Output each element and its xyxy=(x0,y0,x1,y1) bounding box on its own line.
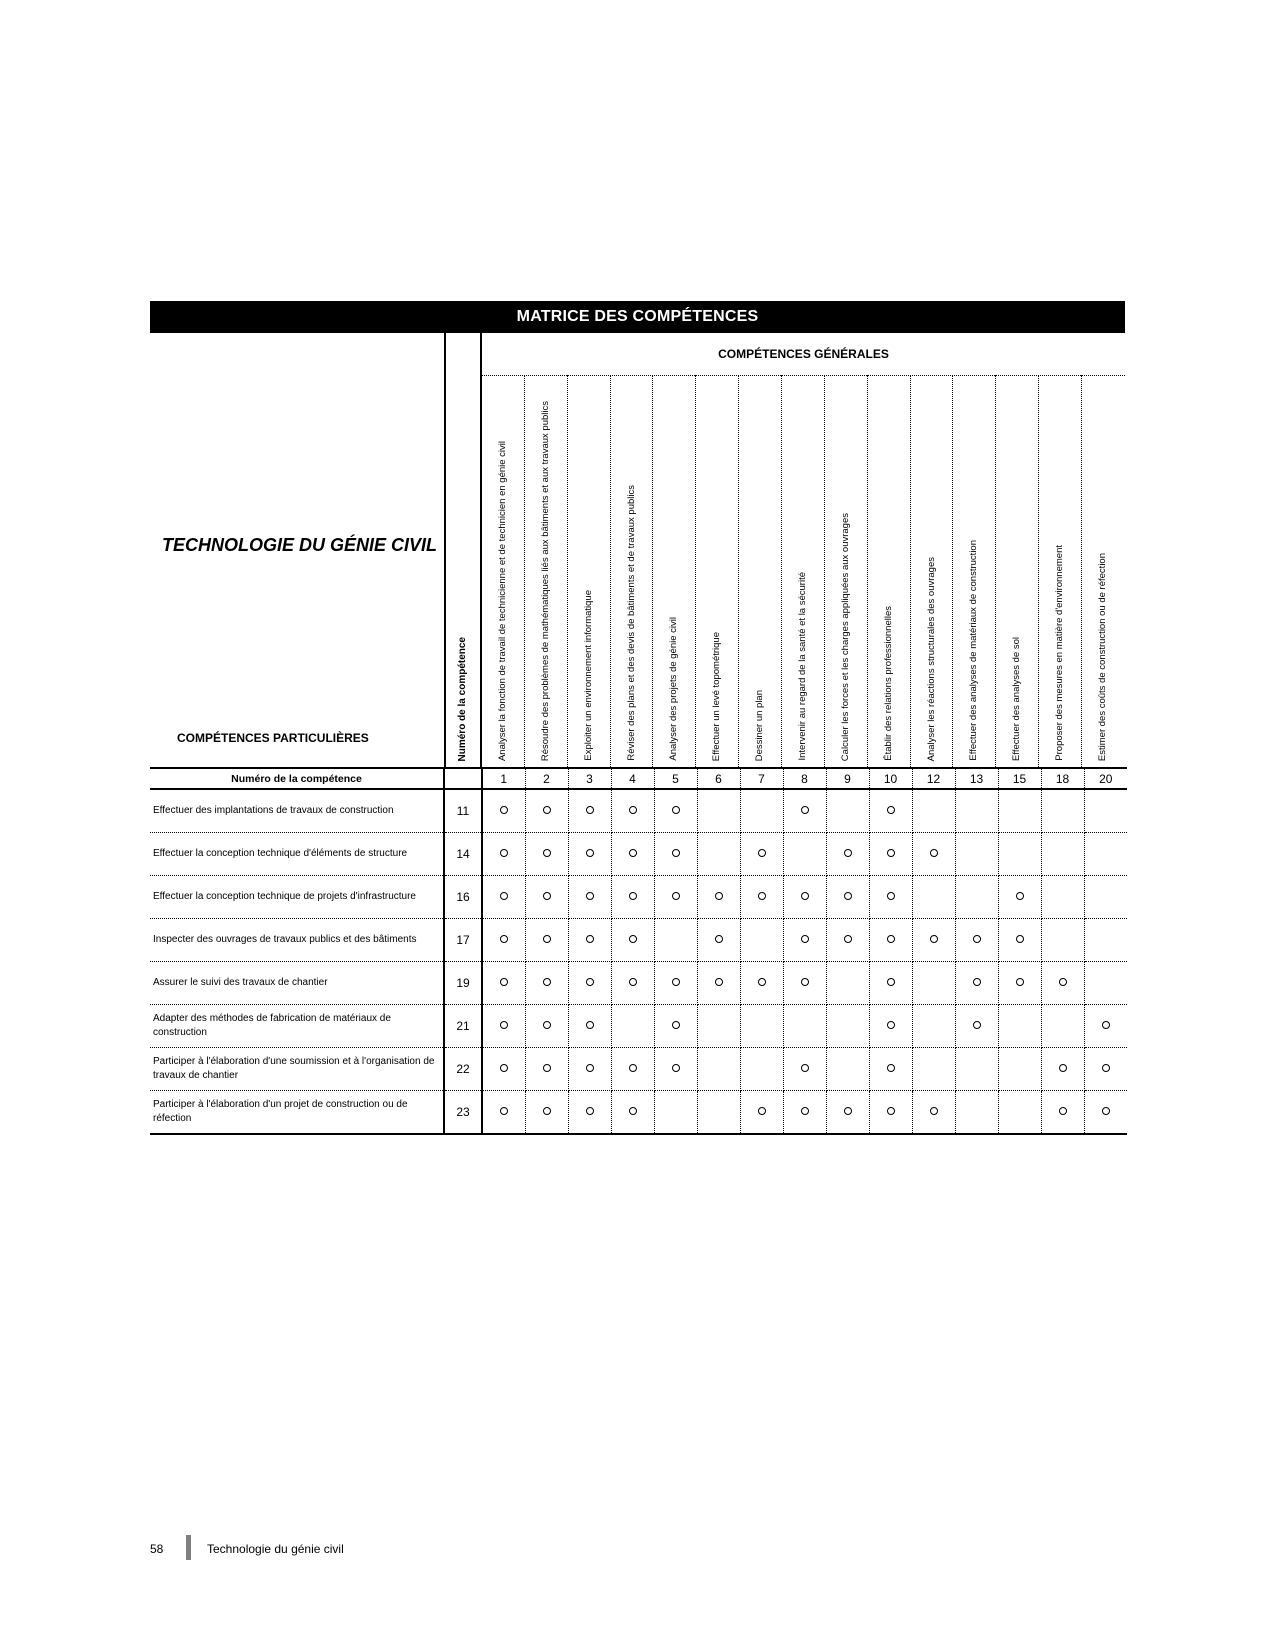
matrix-cell xyxy=(869,1005,912,1048)
circle-mark-icon xyxy=(887,978,895,986)
general-competency-header xyxy=(1082,375,1125,767)
matrix-cell xyxy=(654,919,697,962)
circle-mark-icon xyxy=(973,935,981,943)
matrix-cell xyxy=(783,1005,826,1048)
matrix-cell xyxy=(568,876,611,919)
circle-mark-icon xyxy=(887,935,895,943)
general-competency-header xyxy=(525,375,568,767)
particular-competency-number: 16 xyxy=(444,876,482,919)
circle-mark-icon xyxy=(672,849,680,857)
matrix-cell xyxy=(482,833,525,876)
general-competency-label: Proposer des mesures en matière d'environnement xyxy=(1054,545,1066,761)
general-competency-number: 1 xyxy=(482,768,525,789)
competency-number-header xyxy=(444,333,482,767)
matrix-cell xyxy=(525,833,568,876)
matrix-cell xyxy=(482,1091,525,1135)
general-competency-number: 15 xyxy=(998,768,1041,789)
matrix-cell xyxy=(568,962,611,1005)
general-competency-header xyxy=(568,375,611,767)
matrix-cell xyxy=(955,1005,998,1048)
matrix-cell xyxy=(654,876,697,919)
matrix-cell xyxy=(998,1091,1041,1135)
circle-mark-icon xyxy=(973,1021,981,1029)
matrix-cell xyxy=(1041,789,1084,833)
particular-competencies-label: COMPÉTENCES PARTICULIÈRES xyxy=(177,731,369,745)
general-competency-header xyxy=(782,375,825,767)
general-competency-number: 4 xyxy=(611,768,654,789)
matrix-cell xyxy=(912,1091,955,1135)
matrix-cell xyxy=(1041,1005,1084,1048)
matrix-cell xyxy=(740,919,783,962)
circle-mark-icon xyxy=(500,849,508,857)
table-row xyxy=(150,1091,1127,1135)
circle-mark-icon xyxy=(715,978,723,986)
matrix-cell xyxy=(998,962,1041,1005)
particular-competency-number: 21 xyxy=(444,1005,482,1048)
matrix-title: MATRICE DES COMPÉTENCES xyxy=(150,301,1125,333)
competency-number-row xyxy=(150,768,1127,789)
matrix-cell xyxy=(869,962,912,1005)
circle-mark-icon xyxy=(586,1021,594,1029)
matrix-cell xyxy=(568,789,611,833)
matrix-cell xyxy=(783,919,826,962)
matrix-cell xyxy=(568,919,611,962)
circle-mark-icon xyxy=(543,978,551,986)
table-row xyxy=(150,789,1127,833)
circle-mark-icon xyxy=(500,806,508,814)
matrix-cell xyxy=(568,833,611,876)
matrix-cell xyxy=(955,1048,998,1091)
matrix-cell xyxy=(1084,919,1127,962)
circle-mark-icon xyxy=(844,849,852,857)
matrix-cell xyxy=(869,1048,912,1091)
general-competency-header xyxy=(739,375,782,767)
circle-mark-icon xyxy=(629,935,637,943)
circle-mark-icon xyxy=(801,1107,809,1115)
circle-mark-icon xyxy=(844,935,852,943)
matrix-cell xyxy=(912,876,955,919)
matrix-cell xyxy=(826,919,869,962)
matrix-cell xyxy=(697,1091,740,1135)
general-competency-label: Effectuer des analyses de matériaux de construction xyxy=(968,540,980,761)
particular-competency-number: 19 xyxy=(444,962,482,1005)
general-competency-label: Établir des relations professionnelles xyxy=(882,606,894,761)
circle-mark-icon xyxy=(629,1107,637,1115)
matrix-cell xyxy=(912,919,955,962)
circle-mark-icon xyxy=(500,978,508,986)
circle-mark-icon xyxy=(543,1107,551,1115)
matrix-cell xyxy=(783,833,826,876)
matrix-cell xyxy=(611,789,654,833)
matrix-cell xyxy=(826,876,869,919)
general-competency-label: Effectuer un levé topométrique xyxy=(711,631,723,761)
matrix-cell xyxy=(611,1048,654,1091)
circle-mark-icon xyxy=(715,892,723,900)
general-competency-label: Analyser les réactions structurales des ouvrages xyxy=(925,556,937,761)
circle-mark-icon xyxy=(887,892,895,900)
page-number: 58 xyxy=(150,1542,164,1556)
circle-mark-icon xyxy=(586,892,594,900)
general-competency-number: 18 xyxy=(1041,768,1084,789)
circle-mark-icon xyxy=(1102,1107,1110,1115)
matrix-cell xyxy=(1041,876,1084,919)
matrix-cell xyxy=(611,1005,654,1048)
matrix-cell xyxy=(697,1005,740,1048)
particular-header xyxy=(150,333,444,767)
matrix-cell xyxy=(525,876,568,919)
document-title: TECHNOLOGIE DU GÉNIE CIVIL xyxy=(162,535,438,555)
particular-competency-label: Participer à l'élaboration d'un projet de construction ou de réfection xyxy=(153,1099,408,1124)
matrix-cell xyxy=(998,1048,1041,1091)
matrix-cell xyxy=(998,789,1041,833)
general-competency-header xyxy=(696,375,739,767)
matrix-cell xyxy=(869,876,912,919)
circle-mark-icon xyxy=(887,1107,895,1115)
circle-mark-icon xyxy=(672,1021,680,1029)
circle-mark-icon xyxy=(801,1064,809,1072)
matrix-cell xyxy=(740,962,783,1005)
circle-mark-icon xyxy=(586,978,594,986)
matrix-cell xyxy=(998,833,1041,876)
circle-mark-icon xyxy=(801,978,809,986)
matrix-cell xyxy=(740,1005,783,1048)
matrix-cell xyxy=(482,962,525,1005)
matrix-cell xyxy=(611,962,654,1005)
general-competency-number: 9 xyxy=(826,768,869,789)
general-competency-label: Exploiter un environnement informatique xyxy=(582,590,594,761)
matrix-cell xyxy=(826,962,869,1005)
matrix-cell xyxy=(611,876,654,919)
general-competency-label: Intervenir au regard de la santé et la sécurité xyxy=(796,572,808,761)
matrix-cell xyxy=(1084,962,1127,1005)
general-competency-header xyxy=(1039,375,1082,767)
matrix-cell xyxy=(654,1005,697,1048)
particular-competency-label: Adapter des méthodes de fabrication de matériaux de construction xyxy=(150,1005,444,1048)
matrix-cell xyxy=(998,876,1041,919)
circle-mark-icon xyxy=(586,935,594,943)
circle-mark-icon xyxy=(715,935,723,943)
particular-competency-label: Participer à l'élaboration d'une soumission et à l'organisation de travaux de chantier xyxy=(150,1048,444,1091)
circle-mark-icon xyxy=(629,849,637,857)
circle-mark-icon xyxy=(543,806,551,814)
circle-mark-icon xyxy=(1016,935,1024,943)
matrix-cell xyxy=(869,919,912,962)
circle-mark-icon xyxy=(887,1021,895,1029)
general-competency-header xyxy=(482,375,525,767)
competency-number-vertical-label: Numéro de la compétence xyxy=(457,636,468,761)
circle-mark-icon xyxy=(844,1107,852,1115)
circle-mark-icon xyxy=(543,935,551,943)
matrix-cell xyxy=(869,789,912,833)
matrix-cell xyxy=(654,789,697,833)
circle-mark-icon xyxy=(887,849,895,857)
matrix-cell xyxy=(654,1091,697,1135)
circle-mark-icon xyxy=(629,892,637,900)
circle-mark-icon xyxy=(586,806,594,814)
matrix-cell xyxy=(611,833,654,876)
matrix-cell xyxy=(654,833,697,876)
particular-competency-label: Effectuer la conception technique d'éléments de structure xyxy=(150,833,444,876)
matrix-cell xyxy=(482,919,525,962)
matrix-cell xyxy=(482,876,525,919)
matrix-cell xyxy=(783,962,826,1005)
general-competency-number: 5 xyxy=(654,768,697,789)
matrix-cell xyxy=(1041,1091,1084,1135)
competency-number-row-label: Numéro de la compétence xyxy=(150,768,444,789)
particular-competency-number: 11 xyxy=(444,789,482,833)
general-competency-label: Effectuer des analyses de sol xyxy=(1011,637,1023,761)
general-competency-number: 13 xyxy=(955,768,998,789)
matrix-cell xyxy=(1084,1091,1127,1135)
matrix-cell xyxy=(826,833,869,876)
general-competency-number: 3 xyxy=(568,768,611,789)
circle-mark-icon xyxy=(500,1064,508,1072)
general-competency-number: 8 xyxy=(783,768,826,789)
circle-mark-icon xyxy=(1016,892,1024,900)
circle-mark-icon xyxy=(801,892,809,900)
circle-mark-icon xyxy=(758,1107,766,1115)
matrix-cell xyxy=(482,1005,525,1048)
particular-competency-number: 23 xyxy=(444,1091,482,1135)
general-competency-number: 12 xyxy=(912,768,955,789)
matrix-cell xyxy=(525,1048,568,1091)
empty-cell xyxy=(444,768,482,789)
matrix-header xyxy=(150,333,1125,767)
general-competency-number: 7 xyxy=(740,768,783,789)
matrix-cell xyxy=(697,1048,740,1091)
general-competency-header xyxy=(825,375,868,767)
matrix-cell xyxy=(1041,962,1084,1005)
matrix-cell xyxy=(826,1048,869,1091)
matrix-cell xyxy=(654,1048,697,1091)
circle-mark-icon xyxy=(844,892,852,900)
general-competency-label: Estimer des coûts de construction ou de réfection xyxy=(1097,552,1109,761)
general-competency-header xyxy=(996,375,1039,767)
matrix-cell xyxy=(740,789,783,833)
table-row xyxy=(150,1048,1127,1091)
matrix-cell xyxy=(783,1048,826,1091)
circle-mark-icon xyxy=(500,892,508,900)
matrix-cell xyxy=(740,1091,783,1135)
matrix-cell xyxy=(525,789,568,833)
circle-mark-icon xyxy=(930,935,938,943)
matrix-cell xyxy=(1084,789,1127,833)
circle-mark-icon xyxy=(629,978,637,986)
matrix-cell xyxy=(1084,833,1127,876)
circle-mark-icon xyxy=(629,1064,637,1072)
matrix-cell xyxy=(912,962,955,1005)
general-competency-label: Calculer les forces et les charges appliquées aux ouvrages xyxy=(839,512,851,761)
general-competency-header xyxy=(653,375,696,767)
matrix-cell xyxy=(826,1005,869,1048)
matrix-cell xyxy=(869,1091,912,1135)
circle-mark-icon xyxy=(1059,1107,1067,1115)
matrix-cell xyxy=(955,962,998,1005)
table-row xyxy=(150,876,1127,919)
circle-mark-icon xyxy=(543,849,551,857)
general-competency-header xyxy=(953,375,996,767)
circle-mark-icon xyxy=(1102,1064,1110,1072)
matrix-cell xyxy=(912,833,955,876)
circle-mark-icon xyxy=(758,892,766,900)
particular-competency-number: 17 xyxy=(444,919,482,962)
matrix-cell xyxy=(955,789,998,833)
circle-mark-icon xyxy=(973,978,981,986)
table-row xyxy=(150,919,1127,962)
matrix-cell xyxy=(525,919,568,962)
general-competency-label: Résoudre des problèmes de mathématiques liés aux bâtiments et aux travaux publics xyxy=(539,400,551,761)
matrix-cell xyxy=(697,876,740,919)
matrix-cell xyxy=(955,833,998,876)
circle-mark-icon xyxy=(672,892,680,900)
general-competencies-label: COMPÉTENCES GÉNÉRALES xyxy=(482,333,1125,376)
matrix-cell xyxy=(998,919,1041,962)
matrix-cell xyxy=(697,962,740,1005)
table-row xyxy=(150,962,1127,1005)
matrix-cell xyxy=(740,833,783,876)
circle-mark-icon xyxy=(801,935,809,943)
general-competency-label: Dessiner un plan xyxy=(754,689,766,761)
circle-mark-icon xyxy=(1059,1064,1067,1072)
general-competency-number: 2 xyxy=(525,768,568,789)
matrix-cell xyxy=(740,876,783,919)
table-row xyxy=(150,1005,1127,1048)
matrix-cell xyxy=(611,1091,654,1135)
matrix-cell xyxy=(525,962,568,1005)
particular-competency-label: Effectuer des implantations de travaux de construction xyxy=(150,789,444,833)
general-competency-label: Analyser la fonction de travail de technicienne et de technicien en génie civil xyxy=(496,440,508,761)
circle-mark-icon xyxy=(930,1107,938,1115)
circle-mark-icon xyxy=(672,1064,680,1072)
general-competency-number: 10 xyxy=(869,768,912,789)
footer-divider xyxy=(186,1535,191,1560)
matrix-cell xyxy=(783,1091,826,1135)
circle-mark-icon xyxy=(586,1107,594,1115)
competency-matrix xyxy=(150,301,1125,1135)
circle-mark-icon xyxy=(758,849,766,857)
matrix-cell xyxy=(1041,833,1084,876)
matrix-cell xyxy=(869,833,912,876)
general-competency-number: 6 xyxy=(697,768,740,789)
particular-competency-number: 14 xyxy=(444,833,482,876)
circle-mark-icon xyxy=(887,806,895,814)
matrix-cell xyxy=(740,1048,783,1091)
general-competency-columns xyxy=(482,375,1125,767)
matrix-cell xyxy=(826,1091,869,1135)
matrix-cell xyxy=(955,919,998,962)
circle-mark-icon xyxy=(629,806,637,814)
circle-mark-icon xyxy=(500,1107,508,1115)
general-competencies-header xyxy=(482,333,1125,767)
circle-mark-icon xyxy=(1102,1021,1110,1029)
matrix-cell xyxy=(1084,1048,1127,1091)
matrix-cell xyxy=(482,789,525,833)
matrix-cell xyxy=(955,876,998,919)
matrix-cell xyxy=(525,1091,568,1135)
particular-competency-label: Effectuer la conception technique de projets d'infrastructure xyxy=(150,876,444,919)
circle-mark-icon xyxy=(887,1064,895,1072)
circle-mark-icon xyxy=(672,806,680,814)
matrix-table xyxy=(150,767,1127,1135)
circle-mark-icon xyxy=(500,935,508,943)
circle-mark-icon xyxy=(543,1064,551,1072)
matrix-cell xyxy=(525,1005,568,1048)
general-competency-label: Réviser des plans et des devis de bâtiments et de travaux publics xyxy=(625,485,637,761)
matrix-cell xyxy=(568,1091,611,1135)
footer-title: Technologie du génie civil xyxy=(207,1542,344,1556)
circle-mark-icon xyxy=(586,849,594,857)
matrix-cell xyxy=(697,789,740,833)
general-competency-header xyxy=(611,375,654,767)
circle-mark-icon xyxy=(672,978,680,986)
particular-competency-label: Inspecter des ouvrages de travaux publics et des bâtiments xyxy=(150,919,444,962)
matrix-cell xyxy=(1084,876,1127,919)
general-competency-header xyxy=(911,375,954,767)
matrix-cell xyxy=(826,789,869,833)
circle-mark-icon xyxy=(930,849,938,857)
table-row xyxy=(150,833,1127,876)
matrix-cell xyxy=(697,833,740,876)
matrix-cell xyxy=(912,1048,955,1091)
matrix-cell xyxy=(654,962,697,1005)
matrix-cell xyxy=(568,1048,611,1091)
circle-mark-icon xyxy=(801,806,809,814)
circle-mark-icon xyxy=(758,978,766,986)
general-competency-label: Analyser des projets de génie civil xyxy=(668,617,680,761)
particular-competency-label: Assurer le suivi des travaux de chantier xyxy=(150,962,444,1005)
matrix-cell xyxy=(482,1048,525,1091)
matrix-cell xyxy=(955,1091,998,1135)
circle-mark-icon xyxy=(500,1021,508,1029)
particular-competency-number: 22 xyxy=(444,1048,482,1091)
matrix-cell xyxy=(1041,1048,1084,1091)
circle-mark-icon xyxy=(543,892,551,900)
matrix-cell xyxy=(1041,919,1084,962)
circle-mark-icon xyxy=(1016,978,1024,986)
general-competency-header xyxy=(868,375,911,767)
matrix-cell xyxy=(568,1005,611,1048)
matrix-cell xyxy=(783,876,826,919)
circle-mark-icon xyxy=(543,1021,551,1029)
circle-mark-icon xyxy=(1059,978,1067,986)
general-competency-number: 20 xyxy=(1084,768,1127,789)
matrix-cell xyxy=(912,789,955,833)
matrix-cell xyxy=(611,919,654,962)
matrix-cell xyxy=(697,919,740,962)
matrix-cell xyxy=(912,1005,955,1048)
matrix-cell xyxy=(1084,1005,1127,1048)
matrix-cell xyxy=(998,1005,1041,1048)
matrix-cell xyxy=(783,789,826,833)
circle-mark-icon xyxy=(586,1064,594,1072)
